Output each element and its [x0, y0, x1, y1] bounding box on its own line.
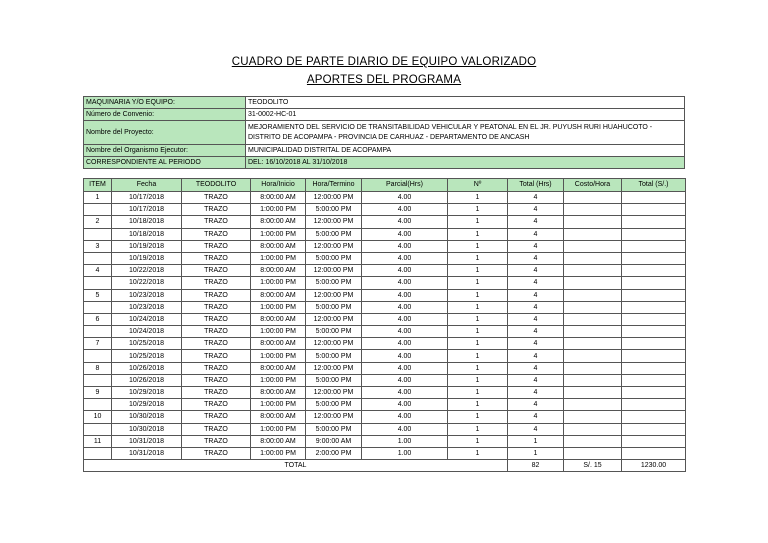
- cell-number: 1: [448, 313, 508, 325]
- cell-equipment: TRAZO: [182, 338, 251, 350]
- cell-cost-per-hour: [564, 435, 622, 447]
- table-row: [84, 228, 686, 240]
- cell-equipment: TRAZO: [182, 350, 251, 362]
- cell-date: 10/31/2018: [112, 447, 182, 459]
- cell-start-time: 1:00:00 PM: [251, 326, 306, 338]
- info-label: Nombre del Proyecto:: [84, 121, 246, 145]
- cell-total-amount: [622, 240, 686, 252]
- cell-number: 1: [448, 326, 508, 338]
- cell-item: [84, 399, 112, 411]
- cell-end-time: 12:00:00 PM: [306, 265, 362, 277]
- cell-item: [84, 374, 112, 386]
- cell-total-hours: 4: [508, 387, 564, 399]
- cell-total-hours: 4: [508, 252, 564, 264]
- cell-item: 11: [84, 435, 112, 447]
- cell-cost-per-hour: [564, 277, 622, 289]
- info-row-project: [84, 121, 685, 145]
- cell-item: 9: [84, 387, 112, 399]
- cell-equipment: TRAZO: [182, 387, 251, 399]
- cell-cost-per-hour: [564, 326, 622, 338]
- table-row: [84, 265, 686, 277]
- cell-partial-hours: 4.00: [362, 265, 448, 277]
- info-label: Nombre del Organismo Ejecutor:: [84, 145, 246, 157]
- cell-start-time: 1:00:00 PM: [251, 399, 306, 411]
- cell-partial-hours: 1.00: [362, 447, 448, 459]
- cell-partial-hours: 4.00: [362, 240, 448, 252]
- col-header-item: ITEM: [84, 179, 112, 192]
- cell-end-time: 5:00:00 PM: [306, 350, 362, 362]
- info-label: CORRESPONDIENTE AL PERIODO: [84, 157, 246, 169]
- cell-end-time: 2:00:00 PM: [306, 447, 362, 459]
- cell-total-amount: [622, 411, 686, 423]
- cell-date: 10/30/2018: [112, 411, 182, 423]
- cell-date: 10/25/2018: [112, 350, 182, 362]
- cell-total-hours: 4: [508, 350, 564, 362]
- info-value: DEL: 16/10/2018 AL 31/10/2018: [246, 157, 685, 169]
- cell-item: [84, 301, 112, 313]
- cell-number: 1: [448, 338, 508, 350]
- total-row: [84, 460, 686, 472]
- info-label: MAQUINARIA Y/O EQUIPO:: [84, 97, 246, 109]
- table-header-row: [84, 179, 686, 192]
- cell-partial-hours: 4.00: [362, 338, 448, 350]
- cell-equipment: TRAZO: [182, 423, 251, 435]
- info-value: MEJORAMIENTO DEL SERVICIO DE TRANSITABILIDAD VEHICULAR Y PEATONAL EN EL JR. PUYUSH RURI HUAHUCOTO - DISTRITO DE ACOPAMPA - PROVINCIA DE CARHUAZ - DEPARTAMENTO DE ANCASH: [246, 121, 685, 145]
- table-row: [84, 447, 686, 459]
- cell-item: [84, 252, 112, 264]
- cell-start-time: 8:00:00 AM: [251, 411, 306, 423]
- col-header-cost-per-hour: Costo/Hora: [564, 179, 622, 192]
- col-header-end-time: Hora/Termino: [306, 179, 362, 192]
- cell-total-amount: [622, 387, 686, 399]
- cell-total-amount: [622, 338, 686, 350]
- cell-equipment: TRAZO: [182, 265, 251, 277]
- table-row: [84, 216, 686, 228]
- cell-item: 4: [84, 265, 112, 277]
- cell-item: [84, 423, 112, 435]
- cell-date: 10/30/2018: [112, 423, 182, 435]
- cell-start-time: 8:00:00 AM: [251, 240, 306, 252]
- cell-number: 1: [448, 387, 508, 399]
- cell-total-amount: [622, 289, 686, 301]
- cell-partial-hours: 4.00: [362, 216, 448, 228]
- cell-end-time: 5:00:00 PM: [306, 204, 362, 216]
- cell-partial-hours: 4.00: [362, 228, 448, 240]
- cell-total-hours: 4: [508, 216, 564, 228]
- cell-partial-hours: 4.00: [362, 423, 448, 435]
- cell-date: 10/29/2018: [112, 399, 182, 411]
- info-label: Número de Convenio:: [84, 109, 246, 121]
- cell-item: [84, 228, 112, 240]
- cell-item: 10: [84, 411, 112, 423]
- cell-date: 10/19/2018: [112, 252, 182, 264]
- cell-number: 1: [448, 362, 508, 374]
- cell-number: 1: [448, 252, 508, 264]
- cell-number: 1: [448, 411, 508, 423]
- cell-total-amount: [622, 447, 686, 459]
- info-row-period: [84, 157, 685, 169]
- cell-start-time: 8:00:00 AM: [251, 289, 306, 301]
- cell-equipment: TRAZO: [182, 216, 251, 228]
- cell-equipment: TRAZO: [182, 447, 251, 459]
- cell-total-amount: [622, 216, 686, 228]
- cell-equipment: TRAZO: [182, 399, 251, 411]
- cell-cost-per-hour: [564, 362, 622, 374]
- cell-total-amount: [622, 265, 686, 277]
- cell-cost-per-hour: [564, 313, 622, 325]
- cell-item: 5: [84, 289, 112, 301]
- table-row: [84, 399, 686, 411]
- cell-end-time: 5:00:00 PM: [306, 252, 362, 264]
- info-row-equipment: [84, 97, 685, 109]
- cell-cost-per-hour: [564, 338, 622, 350]
- table-row: [84, 313, 686, 325]
- cell-partial-hours: 1.00: [362, 435, 448, 447]
- cell-item: [84, 447, 112, 459]
- cell-partial-hours: 4.00: [362, 204, 448, 216]
- cell-equipment: TRAZO: [182, 277, 251, 289]
- cell-end-time: 5:00:00 PM: [306, 228, 362, 240]
- cell-end-time: 5:00:00 PM: [306, 277, 362, 289]
- cell-number: 1: [448, 301, 508, 313]
- cell-date: 10/24/2018: [112, 326, 182, 338]
- table-row: [84, 423, 686, 435]
- cell-partial-hours: 4.00: [362, 192, 448, 204]
- cell-end-time: 5:00:00 PM: [306, 301, 362, 313]
- cell-total-amount: [622, 301, 686, 313]
- cell-equipment: TRAZO: [182, 240, 251, 252]
- cell-partial-hours: 4.00: [362, 411, 448, 423]
- cell-item: 8: [84, 362, 112, 374]
- cell-cost-per-hour: [564, 289, 622, 301]
- cell-total-hours: 4: [508, 399, 564, 411]
- report-subtitle: APORTES DEL PROGRAMA: [306, 74, 462, 86]
- cell-cost-per-hour: [564, 228, 622, 240]
- cell-total-amount: [622, 435, 686, 447]
- table-row: [84, 204, 686, 216]
- table-body: [84, 192, 686, 460]
- col-header-equipment: TEODOLITO: [182, 179, 251, 192]
- cell-equipment: TRAZO: [182, 228, 251, 240]
- cell-total-amount: [622, 326, 686, 338]
- cell-total-hours: 4: [508, 277, 564, 289]
- cell-number: 1: [448, 289, 508, 301]
- cell-cost-per-hour: [564, 204, 622, 216]
- table-row: [84, 338, 686, 350]
- cell-equipment: TRAZO: [182, 289, 251, 301]
- cell-start-time: 8:00:00 AM: [251, 313, 306, 325]
- cell-total-hours: 1: [508, 435, 564, 447]
- cell-end-time: 5:00:00 PM: [306, 326, 362, 338]
- cell-equipment: TRAZO: [182, 301, 251, 313]
- cell-equipment: TRAZO: [182, 252, 251, 264]
- cell-item: 2: [84, 216, 112, 228]
- cell-total-hours: 4: [508, 338, 564, 350]
- info-value: TEODOLITO: [246, 97, 685, 109]
- cell-end-time: 9:00:00 AM: [306, 435, 362, 447]
- cell-date: 10/18/2018: [112, 216, 182, 228]
- col-header-number: Nº: [448, 179, 508, 192]
- cell-item: [84, 350, 112, 362]
- cell-end-time: 12:00:00 PM: [306, 362, 362, 374]
- cell-partial-hours: 4.00: [362, 399, 448, 411]
- cell-item: 6: [84, 313, 112, 325]
- cell-start-time: 1:00:00 PM: [251, 204, 306, 216]
- cell-start-time: 1:00:00 PM: [251, 252, 306, 264]
- cell-total-hours: 1: [508, 447, 564, 459]
- table-row: [84, 289, 686, 301]
- cell-start-time: 8:00:00 AM: [251, 362, 306, 374]
- cell-total-hours: 4: [508, 192, 564, 204]
- cell-cost-per-hour: [564, 240, 622, 252]
- cell-end-time: 12:00:00 PM: [306, 411, 362, 423]
- cell-start-time: 8:00:00 AM: [251, 338, 306, 350]
- cell-start-time: 8:00:00 AM: [251, 216, 306, 228]
- cell-start-time: 8:00:00 AM: [251, 435, 306, 447]
- cell-equipment: TRAZO: [182, 435, 251, 447]
- cell-cost-per-hour: [564, 265, 622, 277]
- cell-date: 10/18/2018: [112, 228, 182, 240]
- cell-end-time: 12:00:00 PM: [306, 192, 362, 204]
- cell-partial-hours: 4.00: [362, 326, 448, 338]
- cell-end-time: 5:00:00 PM: [306, 399, 362, 411]
- cell-number: 1: [448, 204, 508, 216]
- info-value: MUNICIPALIDAD DISTRITAL DE ACOPAMPA: [246, 145, 685, 157]
- cell-end-time: 5:00:00 PM: [306, 374, 362, 386]
- cell-date: 10/24/2018: [112, 313, 182, 325]
- cell-equipment: TRAZO: [182, 192, 251, 204]
- cell-end-time: 12:00:00 PM: [306, 216, 362, 228]
- cell-total-amount: [622, 374, 686, 386]
- cell-number: 1: [448, 265, 508, 277]
- table-row: [84, 277, 686, 289]
- cell-cost-per-hour: [564, 399, 622, 411]
- cell-total-hours: 4: [508, 265, 564, 277]
- cell-partial-hours: 4.00: [362, 277, 448, 289]
- cell-number: 1: [448, 374, 508, 386]
- cell-equipment: TRAZO: [182, 374, 251, 386]
- cell-date: 10/29/2018: [112, 387, 182, 399]
- cell-total-amount: [622, 228, 686, 240]
- cell-total-amount: [622, 423, 686, 435]
- info-row-executor: [84, 145, 685, 157]
- cell-item: [84, 277, 112, 289]
- total-label: TOTAL: [84, 460, 508, 472]
- cell-start-time: 1:00:00 PM: [251, 350, 306, 362]
- cell-date: 10/19/2018: [112, 240, 182, 252]
- cell-total-amount: [622, 204, 686, 216]
- cell-total-hours: 4: [508, 423, 564, 435]
- col-header-start-time: Hora/Inicio: [251, 179, 306, 192]
- cell-total-hours: 4: [508, 326, 564, 338]
- cell-equipment: TRAZO: [182, 362, 251, 374]
- table-row: [84, 350, 686, 362]
- cell-start-time: 1:00:00 PM: [251, 374, 306, 386]
- cell-number: 1: [448, 399, 508, 411]
- cell-number: 1: [448, 447, 508, 459]
- cell-date: 10/17/2018: [112, 192, 182, 204]
- cell-number: 1: [448, 216, 508, 228]
- cell-total-amount: [622, 192, 686, 204]
- cell-number: 1: [448, 435, 508, 447]
- cell-cost-per-hour: [564, 216, 622, 228]
- cell-equipment: TRAZO: [182, 411, 251, 423]
- cell-partial-hours: 4.00: [362, 313, 448, 325]
- cell-item: 3: [84, 240, 112, 252]
- cell-equipment: TRAZO: [182, 313, 251, 325]
- table-row: [84, 326, 686, 338]
- cell-start-time: 1:00:00 PM: [251, 277, 306, 289]
- cell-item: [84, 204, 112, 216]
- cell-partial-hours: 4.00: [362, 252, 448, 264]
- cell-number: 1: [448, 350, 508, 362]
- cell-total-hours: 4: [508, 204, 564, 216]
- cell-number: 1: [448, 277, 508, 289]
- cell-number: 1: [448, 228, 508, 240]
- table-row: [84, 192, 686, 204]
- cell-number: 1: [448, 192, 508, 204]
- cell-partial-hours: 4.00: [362, 350, 448, 362]
- cell-date: 10/23/2018: [112, 301, 182, 313]
- cell-cost-per-hour: [564, 350, 622, 362]
- table-row: [84, 411, 686, 423]
- cell-start-time: 8:00:00 AM: [251, 192, 306, 204]
- col-header-total-hours: Total (Hrs): [508, 179, 564, 192]
- cell-total-hours: 4: [508, 289, 564, 301]
- cell-cost-per-hour: [564, 252, 622, 264]
- cell-cost-per-hour: [564, 192, 622, 204]
- table-row: [84, 240, 686, 252]
- cell-start-time: 1:00:00 PM: [251, 423, 306, 435]
- cell-start-time: 8:00:00 AM: [251, 265, 306, 277]
- cell-total-hours: 4: [508, 240, 564, 252]
- total-hours: 82: [508, 460, 564, 472]
- cell-date: 10/23/2018: [112, 289, 182, 301]
- cell-date: 10/17/2018: [112, 204, 182, 216]
- cell-cost-per-hour: [564, 387, 622, 399]
- cell-end-time: 12:00:00 PM: [306, 313, 362, 325]
- cell-total-amount: [622, 277, 686, 289]
- col-header-date: Fecha: [112, 179, 182, 192]
- cell-partial-hours: 4.00: [362, 374, 448, 386]
- cell-equipment: TRAZO: [182, 204, 251, 216]
- cell-cost-per-hour: [564, 423, 622, 435]
- table-row: [84, 387, 686, 399]
- cell-date: 10/25/2018: [112, 338, 182, 350]
- cell-total-amount: [622, 399, 686, 411]
- cell-end-time: 12:00:00 PM: [306, 240, 362, 252]
- info-value: 31-0002-HC-01: [246, 109, 685, 121]
- cell-number: 1: [448, 423, 508, 435]
- table-row: [84, 301, 686, 313]
- cell-end-time: 12:00:00 PM: [306, 338, 362, 350]
- cell-start-time: 1:00:00 PM: [251, 447, 306, 459]
- table-row: [84, 362, 686, 374]
- cell-partial-hours: 4.00: [362, 362, 448, 374]
- cell-total-hours: 4: [508, 411, 564, 423]
- info-row-agreement: [84, 109, 685, 121]
- cell-partial-hours: 4.00: [362, 301, 448, 313]
- cell-start-time: 8:00:00 AM: [251, 387, 306, 399]
- cell-start-time: 1:00:00 PM: [251, 228, 306, 240]
- cell-start-time: 1:00:00 PM: [251, 301, 306, 313]
- project-info-table: [83, 96, 685, 169]
- cell-date: 10/22/2018: [112, 265, 182, 277]
- cell-end-time: 5:00:00 PM: [306, 423, 362, 435]
- cell-total-hours: 4: [508, 362, 564, 374]
- cell-item: 7: [84, 338, 112, 350]
- cell-item: [84, 326, 112, 338]
- cell-total-amount: [622, 350, 686, 362]
- col-header-total-amount: Total (S/.): [622, 179, 686, 192]
- cell-cost-per-hour: [564, 374, 622, 386]
- cell-end-time: 12:00:00 PM: [306, 289, 362, 301]
- cell-total-hours: 4: [508, 228, 564, 240]
- cell-total-amount: [622, 252, 686, 264]
- cell-cost-per-hour: [564, 411, 622, 423]
- total-amount: 1230.00: [622, 460, 686, 472]
- cell-cost-per-hour: [564, 447, 622, 459]
- cell-date: 10/22/2018: [112, 277, 182, 289]
- equipment-log-table: [83, 178, 686, 472]
- cell-item: 1: [84, 192, 112, 204]
- table-row: [84, 252, 686, 264]
- cell-date: 10/26/2018: [112, 374, 182, 386]
- cell-partial-hours: 4.00: [362, 387, 448, 399]
- col-header-partial-hours: Parcial(Hrs): [362, 179, 448, 192]
- table-row: [84, 374, 686, 386]
- cell-cost-per-hour: [564, 301, 622, 313]
- cell-date: 10/26/2018: [112, 362, 182, 374]
- cell-number: 1: [448, 240, 508, 252]
- cell-end-time: 12:00:00 PM: [306, 387, 362, 399]
- cell-total-amount: [622, 313, 686, 325]
- table-row: [84, 435, 686, 447]
- total-cost-per-hour: S/. 15: [564, 460, 622, 472]
- cell-partial-hours: 4.00: [362, 289, 448, 301]
- cell-equipment: TRAZO: [182, 326, 251, 338]
- cell-date: 10/31/2018: [112, 435, 182, 447]
- report-title: CUADRO DE PARTE DIARIO DE EQUIPO VALORIZADO: [231, 56, 537, 68]
- cell-total-amount: [622, 362, 686, 374]
- cell-total-hours: 4: [508, 301, 564, 313]
- cell-total-hours: 4: [508, 374, 564, 386]
- cell-total-hours: 4: [508, 313, 564, 325]
